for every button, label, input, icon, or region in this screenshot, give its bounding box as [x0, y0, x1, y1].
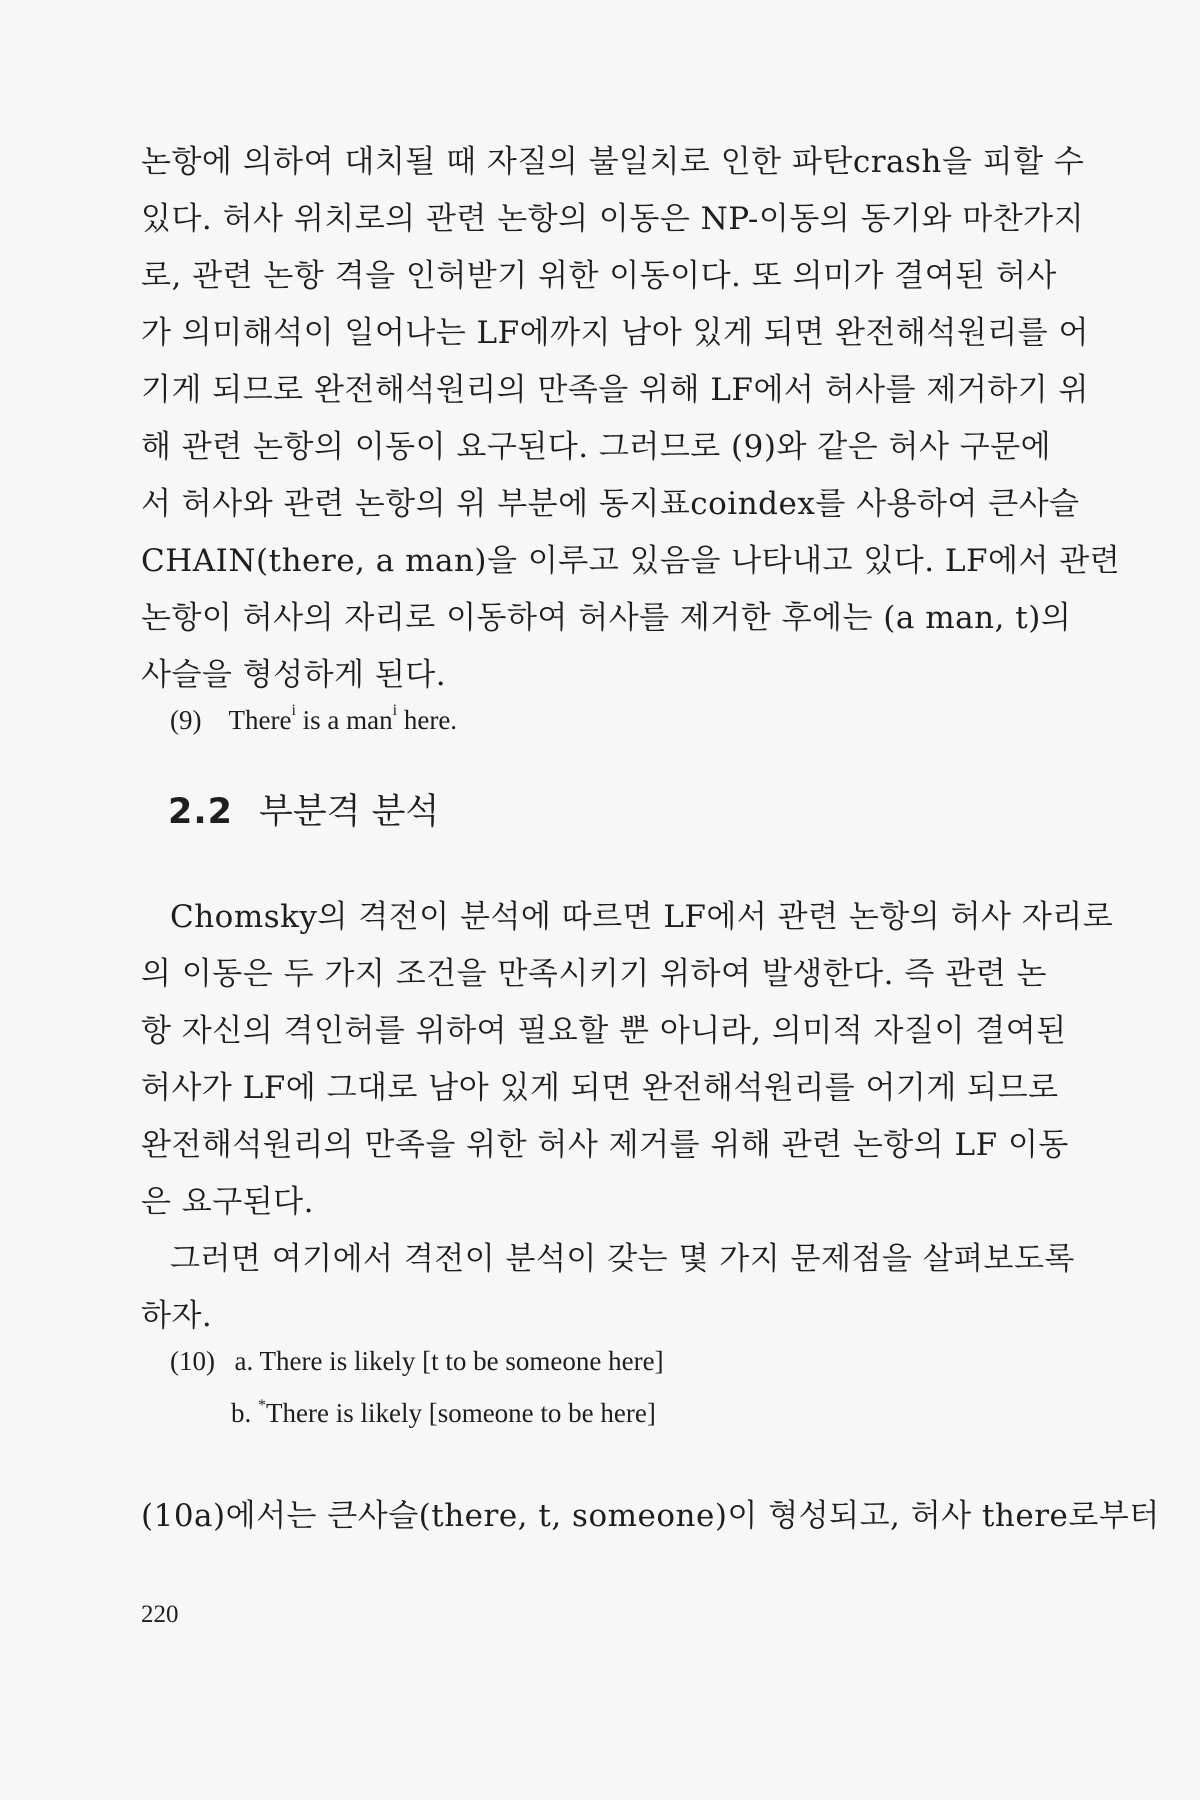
section-heading	[168, 790, 439, 834]
section-number: 2.2	[168, 792, 234, 832]
example-text: is a man	[302, 705, 393, 735]
paragraph-line: CHAIN(there, a man)을 이루고 있음을 나타내고 있다. LF에서 관련	[141, 543, 1121, 579]
example-label: (10)	[170, 1346, 215, 1376]
example-10b	[231, 1395, 656, 1431]
section-title: 부분격 분석	[259, 792, 440, 832]
paragraph-line: 서 허사와 관련 논항의 위 부분에 동지표coindex를 사용하여 큰사슬	[141, 486, 1080, 522]
paragraph-line: 해 관련 논항의 이동이 요구된다. 그러므로 (9)와 같은 허사 구문에	[141, 429, 1052, 465]
example-10a	[170, 1343, 664, 1379]
page-number: 220	[141, 1601, 179, 1628]
paragraph-line: (10a)에서는 큰사슬(there, t, someone)이 형성되고, 허사 there로부터	[141, 1498, 1160, 1534]
paragraph-line: 항 자신의 격인허를 위하여 필요할 뿐 아니라, 의미적 자질이 결여된	[141, 1013, 1067, 1049]
ungrammatical-star: *	[258, 1397, 266, 1414]
coindex-superscript: i	[392, 702, 398, 719]
coindex-superscript: i	[291, 702, 296, 719]
example-sublabel: b.	[231, 1398, 252, 1428]
example-sublabel: a.	[234, 1346, 254, 1376]
paragraph-line: 하자.	[141, 1298, 213, 1334]
paragraph-line: 완전해석원리의 만족을 위한 허사 제거를 위해 관련 논항의 LF 이동	[141, 1127, 1069, 1163]
paragraph-line: 그러면 여기에서 격전이 분석이 갖는 몇 가지 문제점을 살펴보도록	[170, 1241, 1075, 1277]
paragraph-line: 있다. 허사 위치로의 관련 논항의 이동은 NP-이동의 동기와 마찬가지	[141, 201, 1085, 237]
paragraph-line: 논항이 허사의 자리로 이동하여 허사를 제거한 후에는 (a man, t)의	[141, 600, 1072, 636]
paragraph-line: 로, 관련 논항 격을 인허받기 위한 이동이다. 또 의미가 결여된 허사	[141, 258, 1057, 294]
paragraph-line: 허사가 LF에 그대로 남아 있게 되면 완전해석원리를 어기게 되므로	[141, 1070, 1059, 1106]
example-text: There is likely [someone to be here]	[266, 1398, 656, 1428]
paragraph-line: 은 요구된다.	[141, 1184, 314, 1220]
example-text: There is likely [t to be someone here]	[259, 1346, 664, 1376]
paragraph-line: 가 의미해석이 일어나는 LF에까지 남아 있게 되면 완전해석원리를 어	[141, 315, 1089, 351]
paragraph-line: 논항에 의하여 대치될 때 자질의 불일치로 인한 파탄crash을 피할 수	[141, 144, 1085, 180]
paragraph-line: Chomsky의 격전이 분석에 따르면 LF에서 관련 논항의 허사 자리로	[170, 899, 1114, 935]
example-text: There	[228, 705, 292, 735]
paragraph-line: 사슬을 형성하게 된다.	[141, 657, 447, 693]
paragraph-line: 의 이동은 두 가지 조건을 만족시키기 위하여 발생한다. 즉 관련 논	[141, 956, 1047, 992]
example-text: here.	[403, 705, 458, 735]
paragraph-line: 기게 되므로 완전해석원리의 만족을 위해 LF에서 허사를 제거하기 위	[141, 372, 1089, 408]
example-label: (9)	[170, 705, 202, 735]
example-9	[170, 702, 457, 738]
